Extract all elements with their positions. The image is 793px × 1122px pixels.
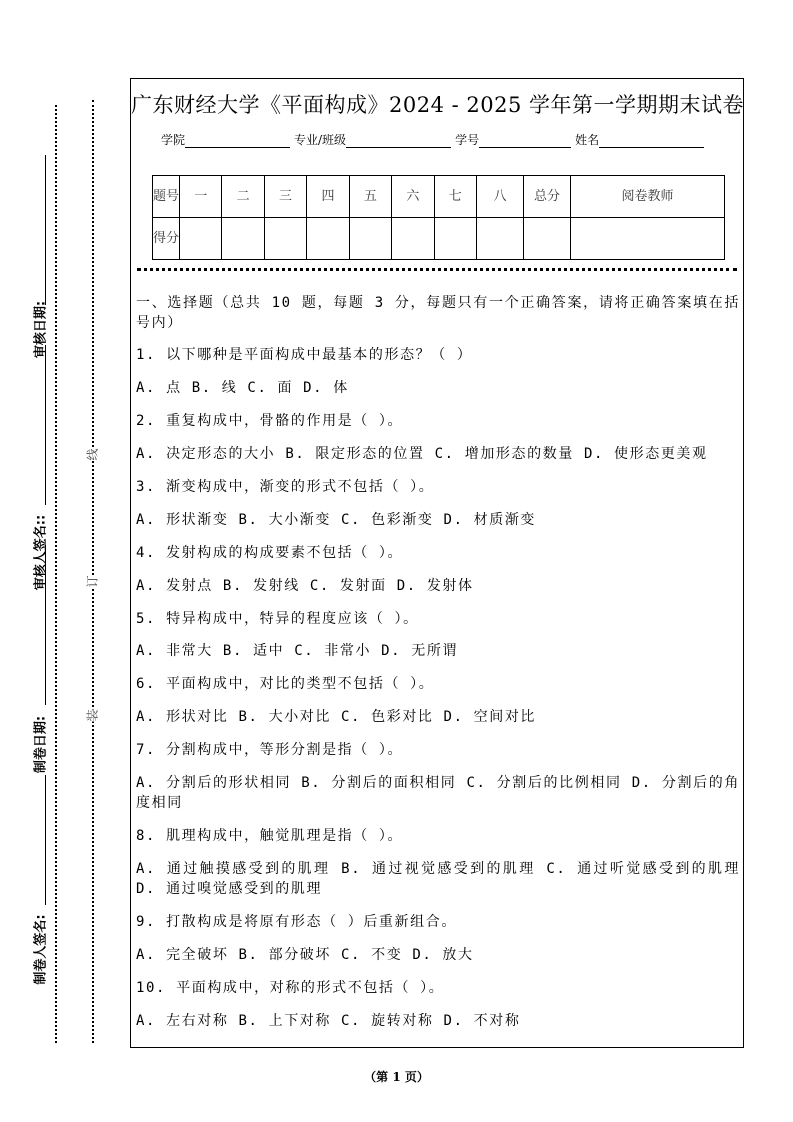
col-header: 五	[349, 176, 391, 218]
binding-char: 订	[85, 575, 100, 588]
header-label: 题号	[153, 176, 180, 218]
score-cell[interactable]	[392, 218, 434, 260]
signature-line	[45, 345, 46, 505]
score-cell[interactable]	[307, 218, 349, 260]
name-field[interactable]	[599, 133, 704, 148]
binding-dotted-line	[55, 105, 57, 1043]
score-cell[interactable]	[571, 218, 725, 260]
student-id-field[interactable]	[479, 133, 571, 148]
score-cell[interactable]	[264, 218, 306, 260]
student-id-label: 学号	[455, 133, 480, 147]
binding-dotted-line	[92, 100, 94, 1043]
question-options: A. 左右对称 B. 上下对称 C. 旋转对称 D. 不对称	[136, 1013, 521, 1029]
divider-dotted	[137, 268, 737, 271]
col-header: 六	[392, 176, 434, 218]
col-header: 二	[222, 176, 264, 218]
college-field[interactable]	[185, 133, 290, 148]
name-label: 姓名	[575, 133, 600, 147]
question-options: A. 通过触摸感受到的肌理 B. 通过视觉感受到的肌理 C. 通过听觉感受到的肌理 D. 通过嗅觉感受到的肌理	[136, 861, 740, 897]
question: 6. 平面构成中，对比的类型不包括（ ）。	[136, 676, 435, 692]
col-header: 七	[434, 176, 476, 218]
score-cell[interactable]	[477, 218, 524, 260]
binding-char: 装	[85, 709, 100, 722]
question-options: A. 非常大 B. 适中 C. 非常小 D. 无所谓	[136, 643, 459, 659]
question-options: A. 完全破坏 B. 部分破坏 C. 不变 D. 放大	[136, 947, 474, 963]
score-cell[interactable]	[222, 218, 264, 260]
paper-date-label: 制卷日期:	[33, 715, 49, 774]
exam-title: 广东财经大学《平面构成》2024 - 2025 学年第一学期期末试卷	[131, 93, 745, 117]
score-cell[interactable]	[349, 218, 391, 260]
row-label: 得分	[153, 218, 180, 260]
score-header-row	[153, 176, 725, 218]
exam-frame	[130, 78, 744, 1048]
signature-line	[45, 775, 46, 905]
reviewer-signature-label: 审核人签名::	[33, 514, 49, 591]
col-header: 阅卷教师	[571, 176, 725, 218]
major-label: 专业/班级	[294, 133, 347, 147]
section-heading: 一、选择题（总共 10 题，每题 3 分，每题只有一个正确答案，请将正确答案填在括号内）	[136, 295, 740, 331]
question: 2. 重复构成中，骨骼的作用是（ ）。	[136, 413, 404, 429]
question: 4. 发射构成的构成要素不包括（ ）。	[136, 545, 404, 561]
question-options: A. 分割后的形状相同 B. 分割后的面积相同 C. 分割后的比例相同 D. 分割后的角度相同	[136, 775, 740, 811]
question: 7. 分割构成中，等形分割是指（ ）。	[136, 742, 404, 758]
score-table	[152, 175, 725, 260]
page-number: （第 1 页）	[364, 1070, 429, 1084]
question: 3. 渐变构成中，渐变的形式不包括（ ）。	[136, 479, 435, 495]
question: 10. 平面构成中，对称的形式不包括（ ）。	[136, 980, 445, 996]
student-info	[161, 131, 708, 148]
question-options: A. 点 B. 线 C. 面 D. 体	[136, 380, 349, 396]
col-header: 三	[264, 176, 306, 218]
question: 5. 特异构成中，特异的程度应该（ ）。	[136, 611, 419, 627]
col-header: 八	[477, 176, 524, 218]
col-header: 一	[180, 176, 222, 218]
col-header: 四	[307, 176, 349, 218]
review-date-label: 审核日期:	[33, 300, 49, 359]
major-field[interactable]	[346, 133, 451, 148]
col-header: 总分	[524, 176, 571, 218]
score-row	[153, 218, 725, 260]
question: 9. 打散构成是将原有形态（ ）后重新组合。	[136, 914, 457, 930]
signature-line	[45, 155, 46, 305]
question: 1. 以下哪种是平面构成中最基本的形态？（ ）	[136, 347, 473, 363]
binding-char: 线	[85, 448, 100, 461]
question-options: A. 决定形态的大小 B. 限定形态的位置 C. 增加形态的数量 D. 使形态更美观	[136, 446, 708, 462]
question: 8. 肌理构成中，触觉肌理是指（ ）。	[136, 828, 404, 844]
college-label: 学院	[161, 133, 186, 147]
question-options: A. 形状对比 B. 大小对比 C. 色彩对比 D. 空间对比	[136, 709, 537, 725]
score-cell[interactable]	[434, 218, 476, 260]
score-cell[interactable]	[180, 218, 222, 260]
question-options: A. 形状渐变 B. 大小渐变 C. 色彩渐变 D. 材质渐变	[136, 512, 537, 528]
question-options: A. 发射点 B. 发射线 C. 发射面 D. 发射体	[136, 578, 474, 594]
paper-maker-signature-label: 制卷人签名:	[33, 914, 49, 985]
score-cell[interactable]	[524, 218, 571, 260]
